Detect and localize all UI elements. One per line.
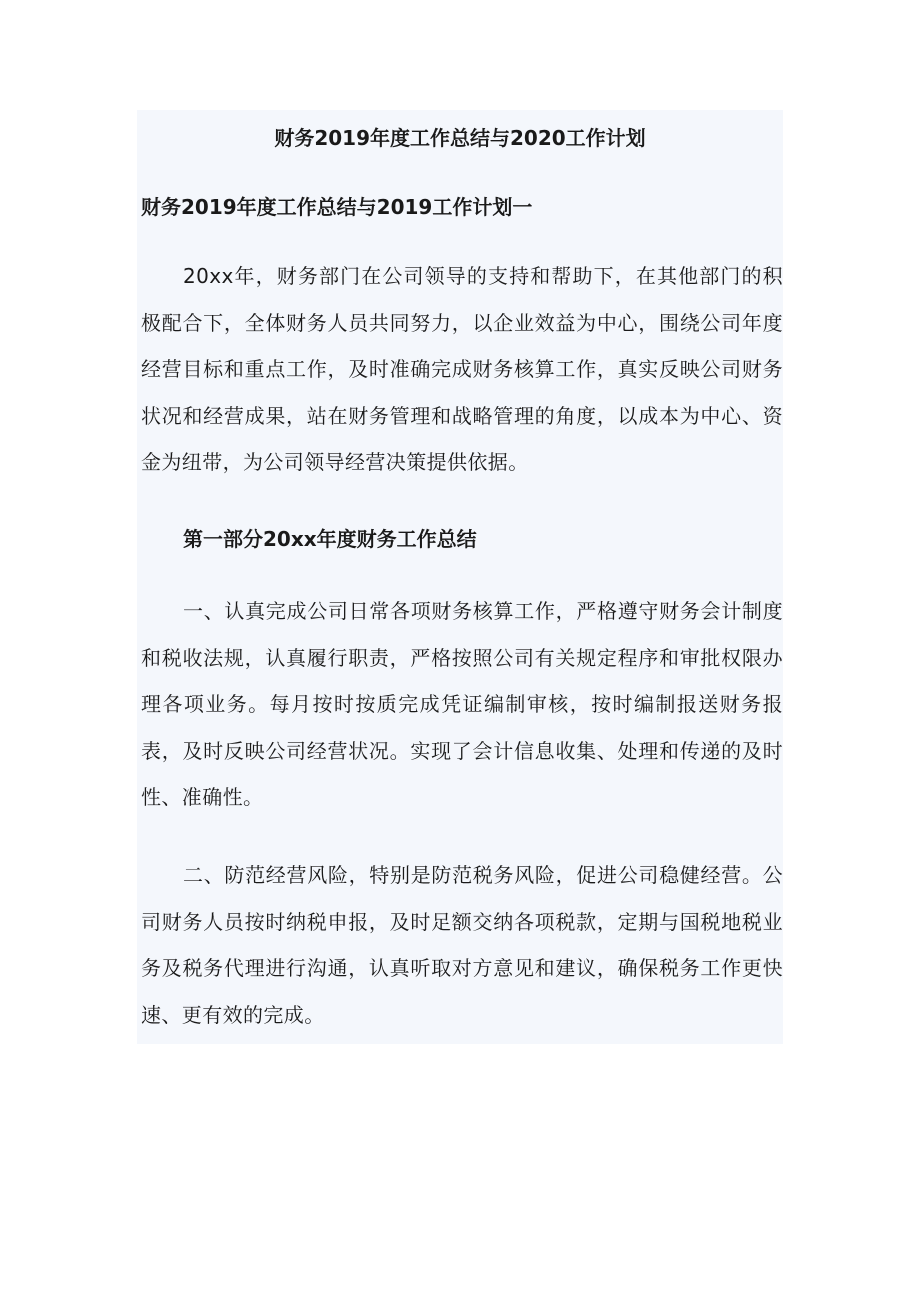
document-content — [137, 110, 783, 1044]
paragraph-item-two: 二、防范经营风险，特别是防范税务风险，促进公司稳健经营。公司财务人员按时纳税申报，及时足额交纳各项税款，定期与国税地税业务及税务代理进行沟通，认真听取对方意见和建议，确保税务工作更快速、更有效的完成。 — [141, 863, 783, 1027]
paragraph-item-one: 一、认真完成公司日常各项财务核算工作，严格遵守财务会计制度和税收法规，认真履行职责，严格按照公司有关规定程序和审批权限办理各项业务。每月按时按质完成凭证编制审核，按时编制报送财务报表，及时反映公司经营状况。实现了会计信息收集、处理和传递的及时性、准确性。 — [141, 599, 783, 809]
paragraph-intro: 20xx年，财务部门在公司领导的支持和帮助下，在其他部门的积极配合下，全体财务人员共同努力，以企业效益为中心，围绕公司年度经营目标和重点工作，及时准确完成财务核算工作，真实反映公司财务状况和经营成果，站在财务管理和战略管理的角度，以成本为中心、资金为纽带，为公司领导经营决策提供依据。 — [141, 264, 783, 474]
document-subtitle: 财务2019年度工作总结与2019工作计划一 — [141, 195, 533, 219]
section-heading: 第一部分20xx年度财务工作总结 — [183, 527, 477, 551]
document-title: 财务2019年度工作总结与2020工作计划 — [274, 126, 646, 150]
